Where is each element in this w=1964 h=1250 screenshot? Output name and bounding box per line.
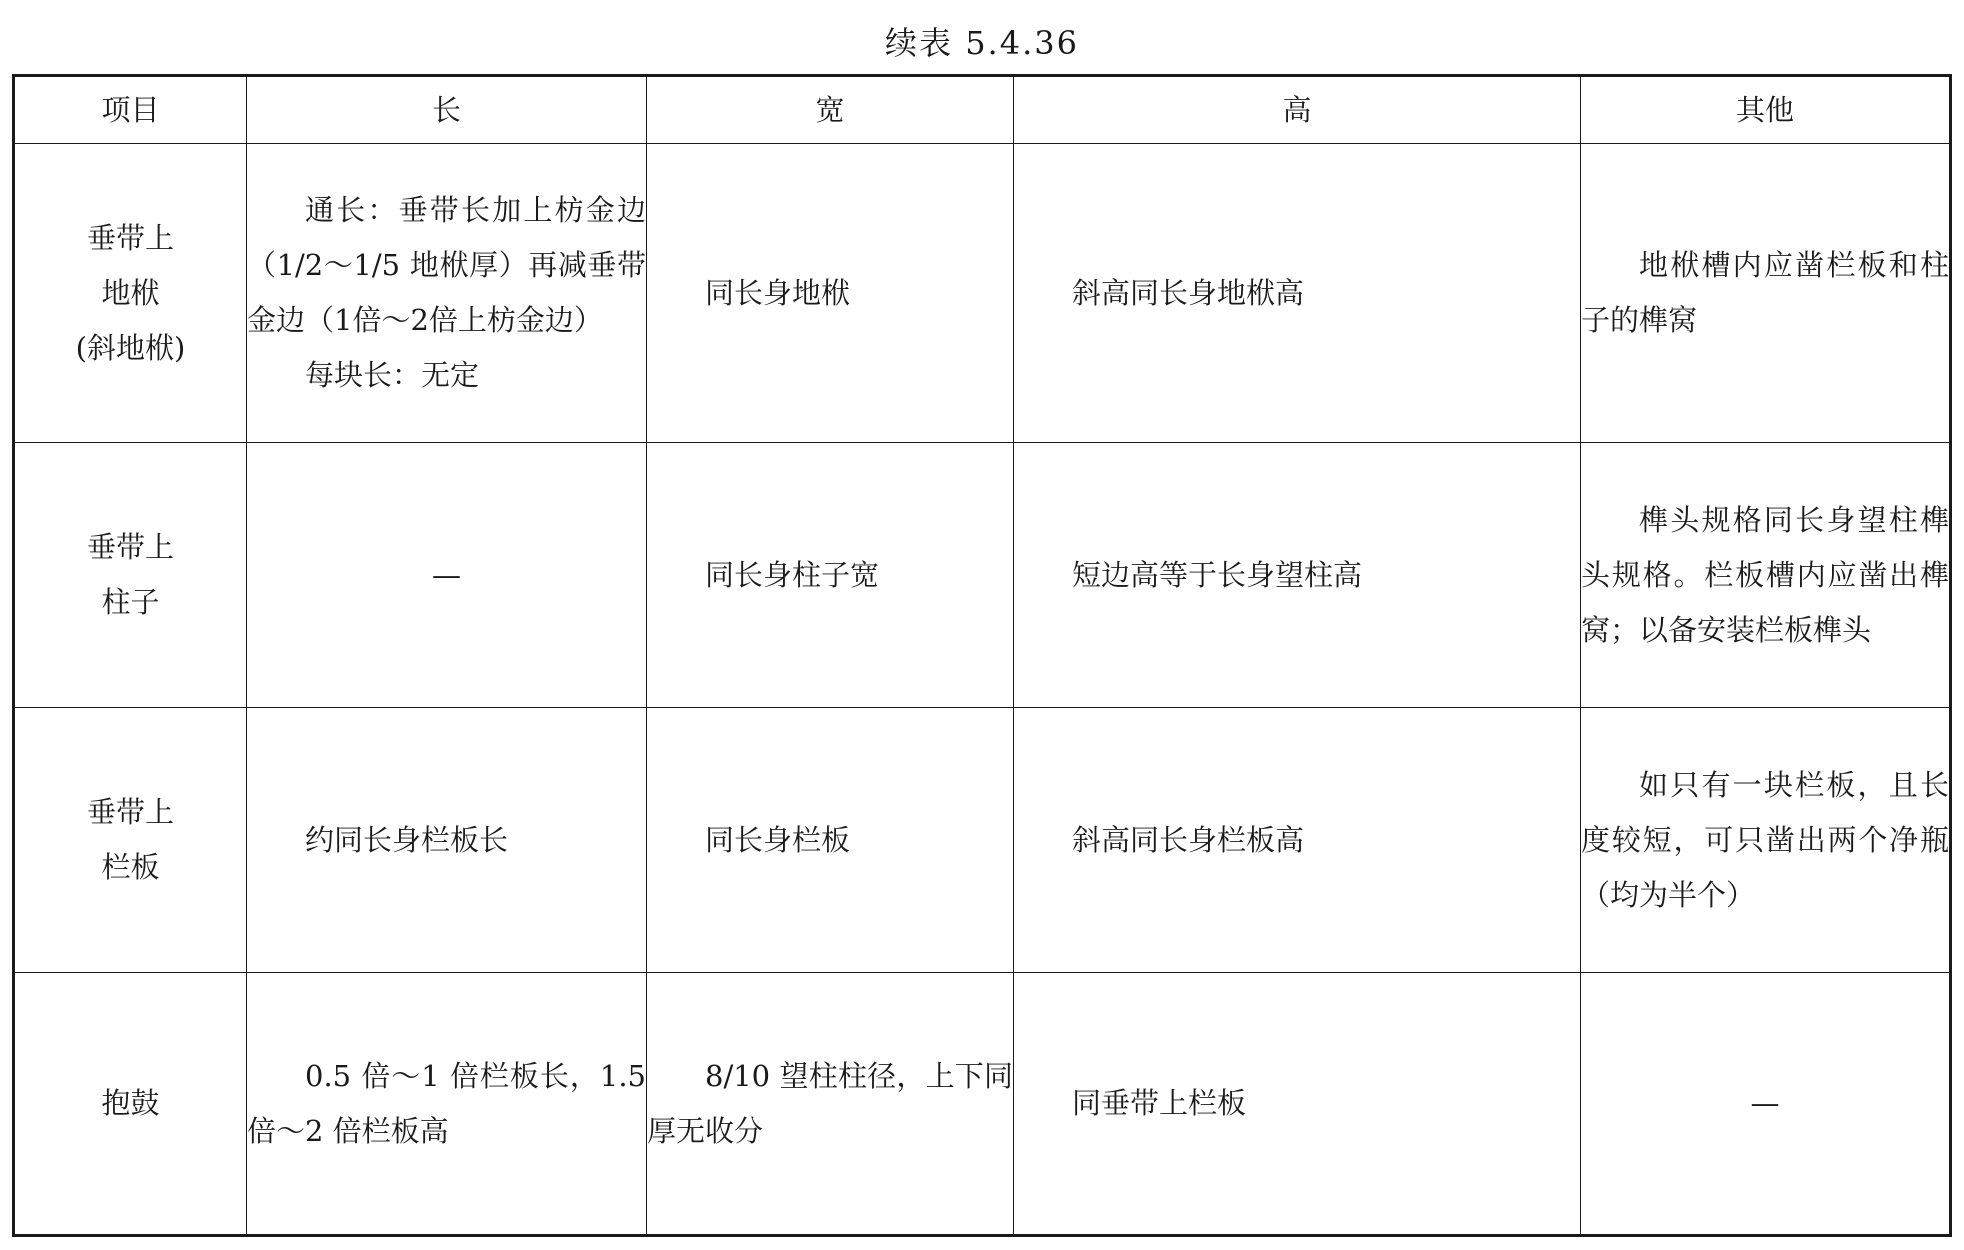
table-row (14, 144, 1951, 443)
row-other (1581, 144, 1951, 443)
row-height (1014, 443, 1581, 708)
row-other (1581, 973, 1951, 1236)
length-text: 约同长身栏板长 (305, 822, 509, 857)
row-item (14, 708, 247, 973)
other-text: 如只有一块栏板，且长度较短，可只凿出两个净瓶（均为半个） (1581, 767, 1949, 912)
length-dash: — (432, 557, 461, 592)
table-caption: 续表 5.4.36 (885, 24, 1079, 62)
table-row (14, 973, 1951, 1236)
row-height (1014, 708, 1581, 973)
length-paragraph: 每块长：无定 (305, 358, 480, 392)
row-length (247, 708, 647, 973)
width-text: 同长身地栿 (705, 275, 851, 310)
header-width: 宽 (647, 76, 1014, 144)
row-other (1581, 708, 1951, 973)
height-text: 斜高同长身地栿高 (1072, 275, 1305, 310)
other-text: 地栿槽内应凿栏板和柱子的榫窝 (1581, 248, 1949, 337)
row-item (14, 144, 247, 443)
row-width (647, 144, 1014, 443)
row-length (247, 144, 647, 443)
table-row (14, 708, 1951, 973)
header-item: 项目 (14, 76, 247, 144)
row-height (1014, 144, 1581, 443)
row-item (14, 973, 247, 1236)
row-width (647, 973, 1014, 1236)
row-item-text: 垂带上 栏板 (86, 795, 174, 884)
header-row (14, 76, 1951, 144)
table-row (14, 443, 1951, 708)
length-text: 0.5 倍～1 倍栏板长，1.5 倍～2 倍栏板高 (247, 1058, 646, 1148)
height-text: 短边高等于长身望柱高 (1072, 557, 1363, 592)
row-width (647, 708, 1014, 973)
length-paragraph: 通长：垂带长加上枋金边（1/2～1/5 地栿厚）再减垂带金边（1倍～2倍上枋金边） (247, 193, 646, 337)
width-text: 同长身柱子宽 (705, 557, 880, 592)
header-height: 高 (1014, 76, 1581, 144)
width-text: 同长身栏板 (705, 822, 851, 857)
height-text: 斜高同长身栏板高 (1072, 822, 1305, 857)
width-text: 8/10 望柱柱径，上下同厚无收分 (647, 1058, 1013, 1148)
row-height (1014, 973, 1581, 1236)
row-item-text: 垂带上 柱子 (86, 530, 174, 619)
row-length (247, 973, 647, 1236)
header-length: 长 (247, 76, 647, 144)
height-text: 同垂带上栏板 (1072, 1086, 1247, 1120)
header-other: 其他 (1581, 76, 1951, 144)
row-item-text: 垂带上 地栿 (斜地栿) (75, 220, 186, 365)
row-length (247, 443, 647, 708)
row-width (647, 443, 1014, 708)
row-other (1581, 443, 1951, 708)
other-dash: — (1750, 1086, 1780, 1120)
other-text: 榫头规格同长身望柱榫头规格。栏板槽内应凿出榫窝；以备安装栏板榫头 (1581, 502, 1949, 647)
row-item-text: 抱鼓 (101, 1086, 160, 1120)
spec-table (12, 74, 1952, 1237)
row-item (14, 443, 247, 708)
